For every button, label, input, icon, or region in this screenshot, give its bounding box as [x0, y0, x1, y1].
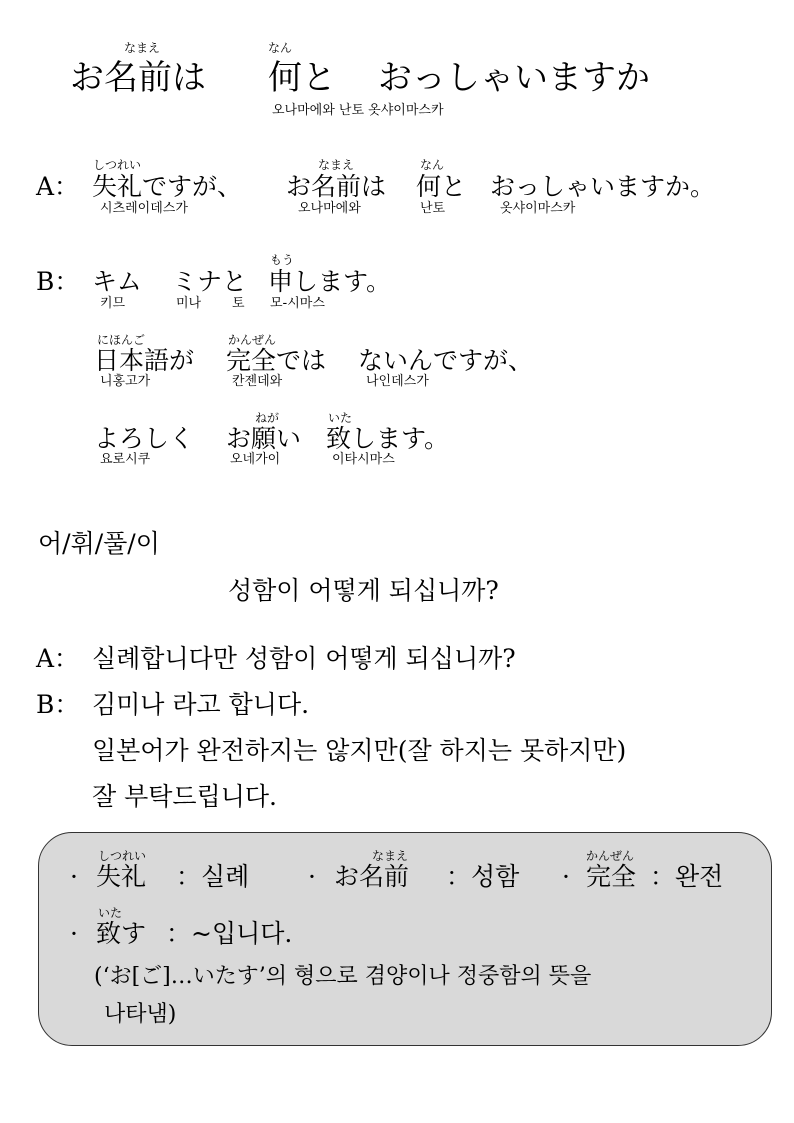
explain-a-label: A： — [36, 644, 80, 673]
vocab-word-2: お名前 — [334, 862, 410, 891]
vocab-meaning-1: ：실례 — [176, 862, 250, 891]
b3-pron-2: 오네가이 — [230, 452, 281, 467]
b3-ruby-ita: いた — [328, 411, 353, 425]
section-subtitle: 성함이 어떻게 되십니까? — [228, 576, 499, 605]
explain-b-label: B： — [36, 690, 80, 719]
a-pron-3: 난토 — [420, 201, 446, 216]
b2-pron-1: 니홍고가 — [100, 374, 151, 389]
vocab-bullet-3: · — [562, 862, 570, 891]
vocab-ruby-ita: いた — [98, 906, 123, 920]
vocab-word-3: 完全 — [586, 862, 637, 891]
a-seg-4: おっしゃいますか。 — [490, 172, 716, 201]
b2-seg-3: ないんですが、 — [358, 346, 534, 375]
explain-b-text-2: 일본어가 완전하지는 않지만(잘 하지는 못하지만) — [92, 736, 627, 765]
b3-ruby-nega: ねが — [255, 411, 280, 425]
vocab-word-1: 失礼 — [96, 862, 147, 891]
b1-pron-3: 토 — [232, 296, 245, 311]
explain-b-text-1: 김미나 라고 합니다. — [92, 690, 310, 719]
b2-seg-1: 日本語が — [94, 346, 195, 375]
vocab-word-4: 致す — [96, 919, 147, 948]
page-title-part1: お名前は — [70, 58, 206, 98]
vocab-meaning-3: ：완전 — [650, 862, 724, 891]
a-seg-1: 失礼ですが、 — [92, 172, 243, 201]
b3-seg-2: お願い — [226, 424, 302, 453]
a-seg-2: お名前は — [286, 172, 387, 201]
b1-pron-1: 키므 — [100, 296, 126, 311]
vocab-ruby-shitsurei: しつれい — [98, 849, 147, 863]
b3-pron-1: 요로시쿠 — [100, 452, 151, 467]
vocab-note-2: 나타냄) — [104, 1002, 177, 1027]
speaker-b-label: B： — [36, 267, 80, 296]
b2-pron-2: 칸젠데와 — [232, 374, 283, 389]
b2-seg-2: 完全では — [226, 346, 327, 375]
speaker-a-label: A： — [36, 172, 80, 201]
vocab-ruby-namae: なまえ — [372, 849, 409, 863]
b2-pron-3: 나인데스가 — [366, 374, 429, 389]
page-title-part3: おっしゃいますか — [378, 58, 650, 98]
vocab-bullet-4: · — [70, 919, 78, 948]
vocab-meaning-2: ：성함 — [446, 862, 520, 891]
b2-ruby-nihongo: にほんご — [97, 333, 146, 347]
b2-ruby-kanzen: かんぜん — [228, 333, 277, 347]
vocab-bullet-1: · — [70, 862, 78, 891]
b1-seg-2: ミナと — [172, 267, 248, 296]
b1-pron-4: 모-시마스 — [270, 296, 325, 311]
b3-seg-1: よろしく — [94, 424, 195, 453]
a-ruby-namae: なまえ — [318, 158, 355, 172]
title-ruby-namae: なまえ — [124, 41, 161, 55]
explain-b-text-3: 잘 부탁드립니다. — [92, 782, 277, 811]
b1-ruby-mou: もう — [270, 253, 295, 267]
b1-seg-1: キム — [92, 267, 142, 296]
title-ruby-nan: なん — [268, 41, 293, 55]
explain-a-text: 실례합니다만 성함이 어떻게 되십니까? — [92, 644, 516, 673]
section-heading: 어/휘/풀/이 — [38, 529, 160, 558]
a-seg-3: 何と — [416, 172, 467, 201]
a-pron-4: 옷샤이마스카 — [500, 201, 576, 216]
a-ruby-shitsurei: しつれい — [93, 158, 142, 172]
vocab-note-1: (‘お[ご]…いたす’의 형으로 겸양이나 정중함의 뜻을 — [94, 964, 592, 989]
a-pron-2: 오나마에와 — [298, 201, 361, 216]
b1-seg-3: 申します。 — [268, 267, 392, 296]
b1-pron-2: 미나 — [176, 296, 202, 311]
a-pron-1: 시츠레이데스가 — [100, 201, 188, 216]
b3-pron-3: 이타시마스 — [332, 452, 395, 467]
a-ruby-nan: なん — [420, 158, 445, 172]
b3-seg-3: 致します。 — [326, 424, 450, 453]
title-pronunciation: 오나마에와 난토 옷샤이마스카 — [272, 103, 444, 118]
vocab-bullet-2: · — [308, 862, 316, 891]
vocab-meaning-4: ：~입니다. — [166, 919, 293, 948]
page-title-part2: 何と — [268, 58, 336, 98]
vocab-ruby-kanzen: かんぜん — [586, 849, 635, 863]
